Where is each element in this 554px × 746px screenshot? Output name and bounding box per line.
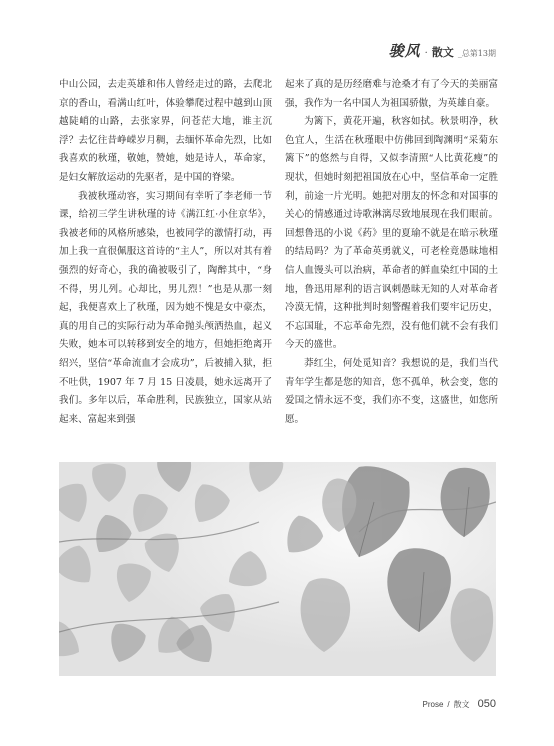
left-paragraph-1: 中山公园，去走英雄和伟人曾经走过的路，去爬北京的香山，看满山红叶，体验攀爬过程中越到山顶越陡峭的山路，去张家界，问苍茫大地，谁主沉浮？去忆往昔峥嵘岁月稠，去缅怀革命先烈，比如我喜欢的秋瑾，敬她，赞她，她是诗人，革命家，是妇女解放运动的先驱者，是中国的脊梁。: [59, 79, 272, 183]
footer-label-en: Prose: [422, 700, 444, 709]
header-separator: ·: [424, 48, 428, 59]
issue-number: _总第13期: [457, 49, 496, 58]
magazine-title: 骏风: [388, 42, 421, 60]
page-footer: [423, 698, 497, 710]
right-text-column: [285, 76, 498, 429]
right-paragraph-1: 起来了真的是历经磨难与沧桑才有了今天的美丽富强，我作为一名中国人为祖国骄傲，为英雄自豪。: [285, 79, 498, 109]
footer-label-zh: 散文: [453, 700, 470, 709]
footer-slash: /: [447, 700, 450, 709]
ginkgo-leaves-illustration: [59, 462, 496, 676]
ginkgo-photo: [59, 462, 496, 676]
section-name: 散文: [431, 46, 454, 59]
left-text-column: [59, 76, 272, 429]
right-paragraph-3: 莽红尘，何处觅知音？我想说的是，我们当代青年学生都是您的知音，您不孤单，秋会变，您的爱国之情永远不变，我们亦不变，这盛世，如您所愿。: [285, 357, 498, 425]
page-header: [389, 40, 496, 61]
page-number: 050: [477, 698, 496, 710]
right-paragraph-2: 为篱下，黄花开遍，秋容如拭。秋景明净，秋色宜人，生活在秋瑾眼中仿佛回到陶渊明“采菊东篱下”的悠然与自得，又似李清照“人比黄花瘦”的现状，但她时刻把祖国放在心中，坚信革命一定胜利，前途一片光明。她把对朋友的怀念和对国事的关心的情感通过诗歌淋漓尽致地展现在我们眼前。回想鲁迅的小说《药》里的夏瑜不就是在暗示秋瑾的结局吗？为了革命英勇就义，可老栓竟愚昧地相信人血馒头可以治病，革命者的鲜血染红中国的土地，鲁迅用犀利的语言讽刺愚昧无知的人对革命者冷漠无情，这种批判时刻警醒着我们要牢记历史，不忘国耻，不忘革命先烈，没有他们就不会有我们今天的盛世。: [285, 116, 498, 351]
left-paragraph-2: 我被秋瑾动容，实习期间有幸听了李老师一节课，给初三学生讲秋瑾的诗《满江红·小住京华》，我被老师的风格所感染，也被同学的激情打动，再加上我一直很佩服这首诗的“主人”，所以对其有着强烈的好奇心，我的确被吸引了，陶醉其中，“身不得，男儿列。心却比，男儿烈！”也是从那一刻起，我便喜欢上了秋瑾，因为她不愧是女中豪杰，真的用自己的实际行动为革命抛头颅洒热血，起义失败，她本可以转移到安全的地方，但她拒绝离开绍兴，坚信“革命流血才会成功”，后被捕入狱，拒不吐供，1907 年 7 月 15 日凌晨，她永远离开了我们。多年以后，革命胜利，民族独立，国家从站起来、富起来到强: [59, 190, 272, 425]
